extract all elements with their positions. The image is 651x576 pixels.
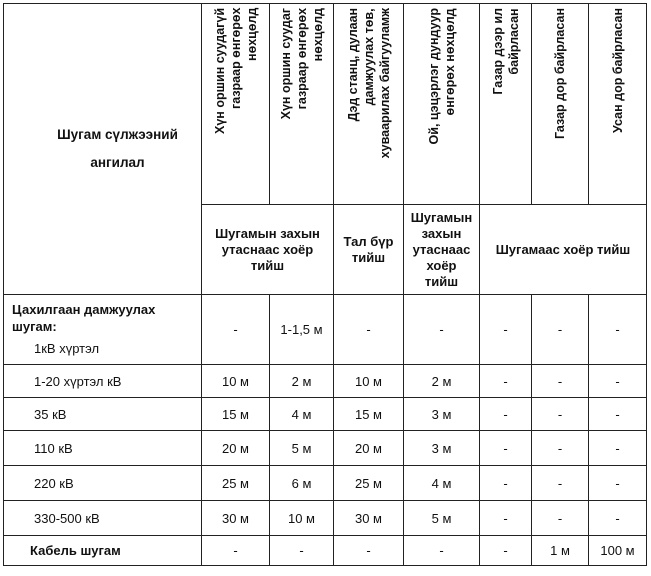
table-row xyxy=(4,365,647,398)
col-header-text: Газар дор байрласан xyxy=(553,8,567,139)
table-cell: 2 м xyxy=(270,365,334,398)
group-header: Шугамаас хоёр тийш xyxy=(480,205,647,295)
group-header: Шугамын захын утаснаас хоёр тийш xyxy=(202,205,334,295)
table-cell: - xyxy=(589,365,647,398)
row-label: 1-20 хүртэл кВ xyxy=(4,365,202,398)
table-cell: 5 м xyxy=(270,431,334,466)
table-cell: - xyxy=(589,466,647,501)
row-label: 110 кВ xyxy=(4,431,202,466)
table-cell: 20 м xyxy=(334,431,404,466)
table-cell: - xyxy=(334,536,404,566)
table-cell: 20 м xyxy=(202,431,270,466)
col-header xyxy=(202,4,270,205)
table-cell: 4 м xyxy=(404,466,480,501)
table-cell: - xyxy=(202,536,270,566)
cable-row xyxy=(4,536,647,566)
table-row xyxy=(4,398,647,431)
table-cell: 3 м xyxy=(404,398,480,431)
table-cell: - xyxy=(532,295,589,365)
table-cell: - xyxy=(404,295,480,365)
table-cell: 25 м xyxy=(202,466,270,501)
col-header-text: Ой, цэцэрлэг дундуур өнгөрөх нөхцөлд xyxy=(426,8,457,145)
table-cell: - xyxy=(532,431,589,466)
table-cell: 10 м xyxy=(202,365,270,398)
table-cell: 10 м xyxy=(334,365,404,398)
table-cell: 10 м xyxy=(270,501,334,536)
table-cell: - xyxy=(334,295,404,365)
table-cell: 15 м xyxy=(202,398,270,431)
row-label: 330-500 кВ xyxy=(4,501,202,536)
col-header-text: Хүн оршин суудаг газраар өнгөрөх нөхцөлд xyxy=(278,8,325,120)
table-row xyxy=(4,501,647,536)
table-row xyxy=(4,431,647,466)
table-cell: 2 м xyxy=(404,365,480,398)
col-header-text: Усан дор байрласан xyxy=(610,8,625,133)
table-cell: 100 м xyxy=(589,536,647,566)
table-cell: - xyxy=(480,536,532,566)
section-label: Цахилгаан дамжуулах шугам: xyxy=(12,301,156,334)
table-cell: 1 м xyxy=(532,536,589,566)
table-cell: - xyxy=(480,398,532,431)
row-label-text: 1кВ хүртэл xyxy=(34,340,100,356)
table-cell: - xyxy=(480,466,532,501)
header-row-columns xyxy=(4,4,647,205)
col-header xyxy=(270,4,334,205)
col-header xyxy=(404,4,480,205)
col-header-text: Хүн оршин суудагүй газраар өнгөрөх нөхцөлд xyxy=(212,8,259,134)
col-header-text: Газар дээр ил байрласан xyxy=(490,8,521,95)
table-cell: 3 м xyxy=(404,431,480,466)
row-label xyxy=(4,295,202,365)
table-cell: - xyxy=(480,501,532,536)
row-label: 35 кВ xyxy=(4,398,202,431)
table-cell: - xyxy=(532,365,589,398)
category-header-text: Шугам сүлжээний ангилал xyxy=(57,127,178,170)
table-cell: 1-1,5 м xyxy=(270,295,334,365)
table-cell: 4 м xyxy=(270,398,334,431)
table-cell: - xyxy=(589,431,647,466)
table-cell: - xyxy=(480,431,532,466)
col-header xyxy=(532,4,589,205)
table-cell: - xyxy=(480,295,532,365)
buffer-zone-table xyxy=(3,3,647,566)
table-cell: 15 м xyxy=(334,398,404,431)
table-cell: 6 м xyxy=(270,466,334,501)
table-cell: - xyxy=(532,466,589,501)
table-row xyxy=(4,295,647,365)
table-cell: 25 м xyxy=(334,466,404,501)
table-cell: - xyxy=(202,295,270,365)
table-cell: - xyxy=(270,536,334,566)
table-cell: - xyxy=(589,501,647,536)
table-cell: - xyxy=(404,536,480,566)
cable-row-label: Кабель шугам xyxy=(4,536,202,566)
table-cell: - xyxy=(532,398,589,431)
table-cell: - xyxy=(589,398,647,431)
table-row xyxy=(4,466,647,501)
table-cell: 5 м xyxy=(404,501,480,536)
group-header: Шугамын захын утаснаас хоёр тийш xyxy=(404,205,480,295)
col-header xyxy=(480,4,532,205)
col-header xyxy=(334,4,404,205)
table-cell: - xyxy=(532,501,589,536)
col-header-text: Дэд станц, дулаан дамжуулах төв, хуваарилах байгууламж xyxy=(345,8,392,159)
table-cell: 30 м xyxy=(334,501,404,536)
col-header xyxy=(589,4,647,205)
table-cell: - xyxy=(589,295,647,365)
table-cell: - xyxy=(480,365,532,398)
table-cell: 30 м xyxy=(202,501,270,536)
row-label: 220 кВ xyxy=(4,466,202,501)
category-header xyxy=(4,4,202,295)
group-header: Тал бүр тийш xyxy=(334,205,404,295)
